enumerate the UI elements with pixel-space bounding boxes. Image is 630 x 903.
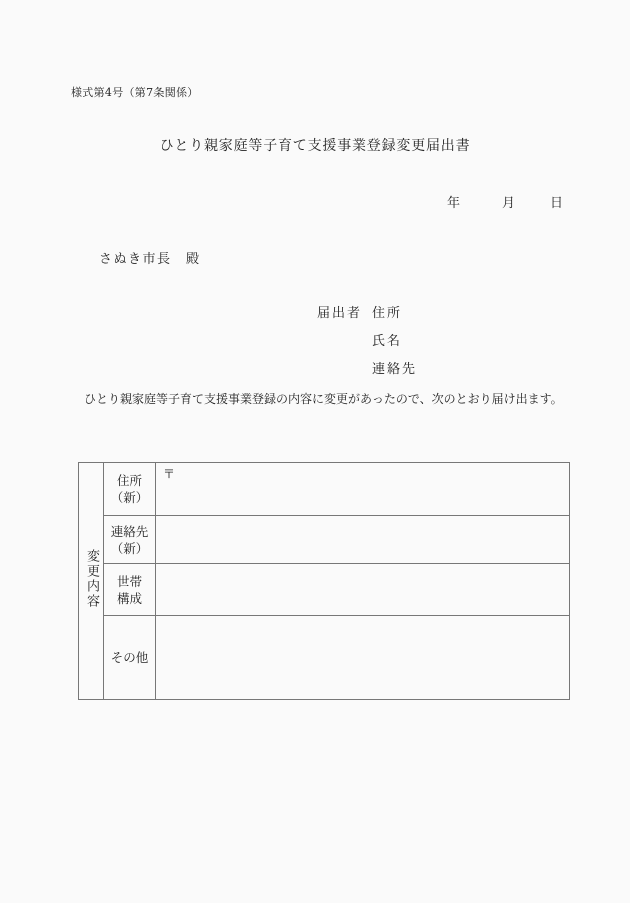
row-label-line: （新）	[110, 540, 149, 556]
change-table	[78, 462, 570, 700]
postal-mark: 〒	[163, 467, 176, 481]
body-text: ひとり親家庭等子育て支援事業登録の内容に変更があったので、次のとおり届け出ます。	[84, 392, 563, 406]
row-label-other	[104, 616, 156, 700]
row-label-line: 連絡先	[110, 523, 149, 539]
row-label-address-new	[104, 463, 156, 516]
cell-address-new-content	[156, 463, 570, 516]
table-row-contact-new	[79, 516, 570, 564]
row-label-line: （新）	[110, 490, 149, 505]
table-row-address-new	[79, 463, 570, 516]
change-contents-group-label: 変更内容	[84, 549, 99, 609]
row-label-line: その他	[110, 650, 149, 665]
addressee: さぬき市長 殿	[99, 252, 201, 267]
cell-contact-new-content	[156, 516, 570, 564]
cell-other-content	[156, 616, 570, 700]
declarant-label: 届出者	[317, 306, 363, 321]
cell-household-content	[156, 564, 570, 616]
date-year-label: 年	[447, 196, 461, 211]
change-contents-group-cell	[79, 463, 104, 700]
declarant-address-label: 住所	[372, 306, 403, 321]
declarant-name-label: 氏名	[372, 334, 403, 349]
row-label-line: 住所	[116, 473, 142, 488]
row-label-line: 世帯	[116, 573, 142, 589]
row-label-line: 構成	[116, 590, 142, 606]
table-row-other	[79, 616, 570, 700]
form-number: 様式第4号（第7条関係）	[71, 86, 199, 99]
date-day-label: 日	[550, 196, 564, 211]
row-label-contact-new	[104, 516, 156, 564]
declarant-contact-label: 連絡先	[372, 362, 418, 377]
row-label-household	[104, 564, 156, 616]
document-title: ひとり親家庭等子育て支援事業登録変更届出書	[159, 138, 471, 154]
date-month-label: 月	[502, 196, 516, 211]
table-row-household	[79, 564, 570, 616]
